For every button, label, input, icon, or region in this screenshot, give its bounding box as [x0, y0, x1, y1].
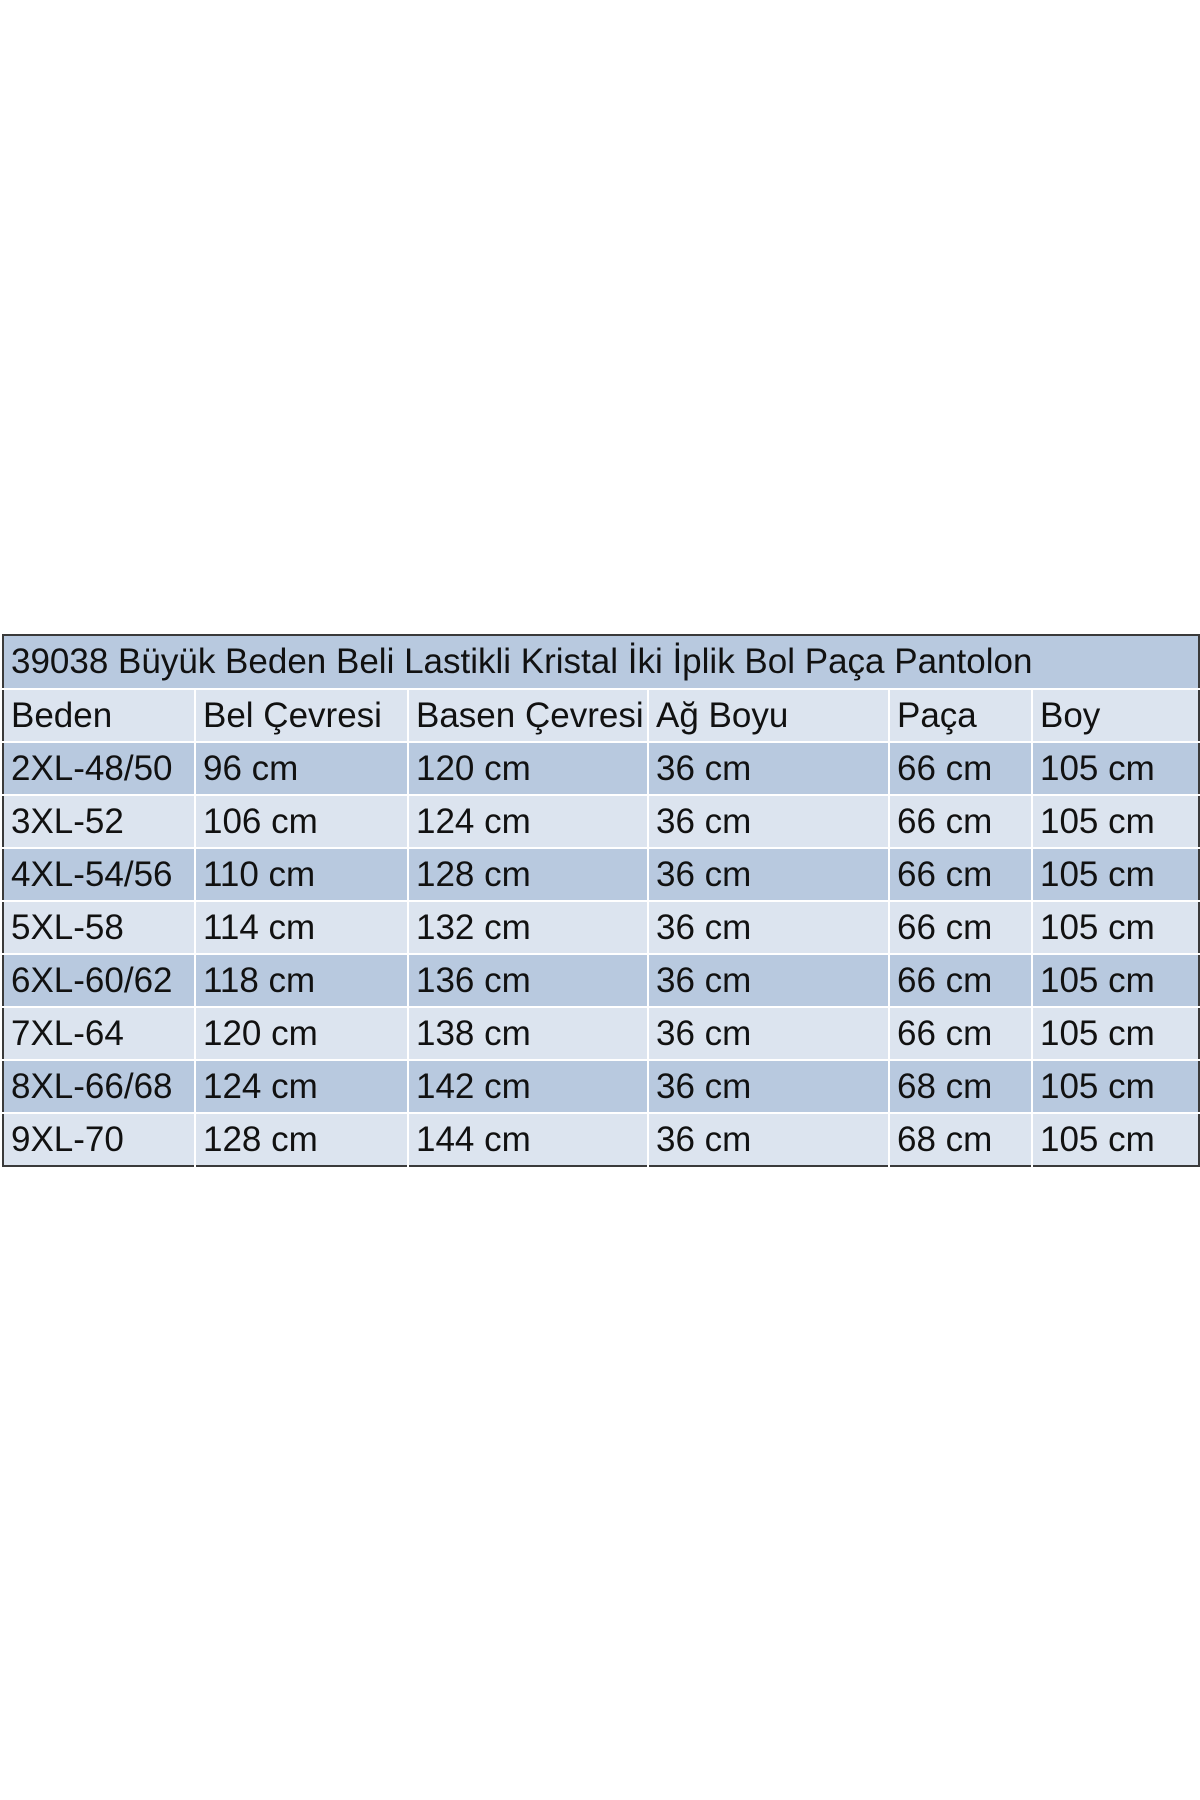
column-header-ag-boyu: Ağ Boyu	[648, 689, 889, 742]
length-cell: 105 cm	[1032, 742, 1199, 795]
hem-cell: 66 cm	[889, 1007, 1032, 1060]
table-row	[3, 954, 1199, 1007]
hem-cell: 66 cm	[889, 901, 1032, 954]
size-cell: 2XL-48/50	[3, 742, 195, 795]
hip-cell: 120 cm	[408, 742, 648, 795]
waist-cell: 124 cm	[195, 1060, 408, 1113]
length-cell: 105 cm	[1032, 1007, 1199, 1060]
table-title-row	[3, 635, 1199, 689]
hem-cell: 66 cm	[889, 954, 1032, 1007]
hip-cell: 132 cm	[408, 901, 648, 954]
waist-cell: 96 cm	[195, 742, 408, 795]
length-cell: 105 cm	[1032, 848, 1199, 901]
hem-cell: 68 cm	[889, 1060, 1032, 1113]
column-header-boy: Boy	[1032, 689, 1199, 742]
table-row	[3, 1113, 1199, 1166]
hem-cell: 66 cm	[889, 848, 1032, 901]
size-cell: 5XL-58	[3, 901, 195, 954]
table-header-row	[3, 689, 1199, 742]
hip-cell: 144 cm	[408, 1113, 648, 1166]
hem-cell: 68 cm	[889, 1113, 1032, 1166]
table-row	[3, 1007, 1199, 1060]
inseam-cell: 36 cm	[648, 848, 889, 901]
table-row	[3, 848, 1199, 901]
size-cell: 8XL-66/68	[3, 1060, 195, 1113]
inseam-cell: 36 cm	[648, 795, 889, 848]
size-cell: 3XL-52	[3, 795, 195, 848]
column-header-basen-cevresi: Basen Çevresi	[408, 689, 648, 742]
column-header-bel-cevresi: Bel Çevresi	[195, 689, 408, 742]
hip-cell: 142 cm	[408, 1060, 648, 1113]
hip-cell: 128 cm	[408, 848, 648, 901]
table-row	[3, 1060, 1199, 1113]
waist-cell: 120 cm	[195, 1007, 408, 1060]
table-row	[3, 742, 1199, 795]
hip-cell: 124 cm	[408, 795, 648, 848]
inseam-cell: 36 cm	[648, 742, 889, 795]
length-cell: 105 cm	[1032, 795, 1199, 848]
hem-cell: 66 cm	[889, 795, 1032, 848]
size-chart-table	[2, 634, 1200, 1167]
waist-cell: 114 cm	[195, 901, 408, 954]
table-row	[3, 795, 1199, 848]
inseam-cell: 36 cm	[648, 1113, 889, 1166]
table-title: 39038 Büyük Beden Beli Lastikli Kristal İki İplik Bol Paça Pantolon	[3, 635, 1199, 689]
length-cell: 105 cm	[1032, 1060, 1199, 1113]
table-row	[3, 901, 1199, 954]
hip-cell: 138 cm	[408, 1007, 648, 1060]
size-cell: 9XL-70	[3, 1113, 195, 1166]
length-cell: 105 cm	[1032, 901, 1199, 954]
size-cell: 4XL-54/56	[3, 848, 195, 901]
inseam-cell: 36 cm	[648, 954, 889, 1007]
hip-cell: 136 cm	[408, 954, 648, 1007]
size-cell: 7XL-64	[3, 1007, 195, 1060]
waist-cell: 128 cm	[195, 1113, 408, 1166]
column-header-beden: Beden	[3, 689, 195, 742]
size-cell: 6XL-60/62	[3, 954, 195, 1007]
length-cell: 105 cm	[1032, 1113, 1199, 1166]
waist-cell: 106 cm	[195, 795, 408, 848]
inseam-cell: 36 cm	[648, 1060, 889, 1113]
inseam-cell: 36 cm	[648, 901, 889, 954]
hem-cell: 66 cm	[889, 742, 1032, 795]
length-cell: 105 cm	[1032, 954, 1199, 1007]
waist-cell: 118 cm	[195, 954, 408, 1007]
column-header-paca: Paça	[889, 689, 1032, 742]
waist-cell: 110 cm	[195, 848, 408, 901]
inseam-cell: 36 cm	[648, 1007, 889, 1060]
